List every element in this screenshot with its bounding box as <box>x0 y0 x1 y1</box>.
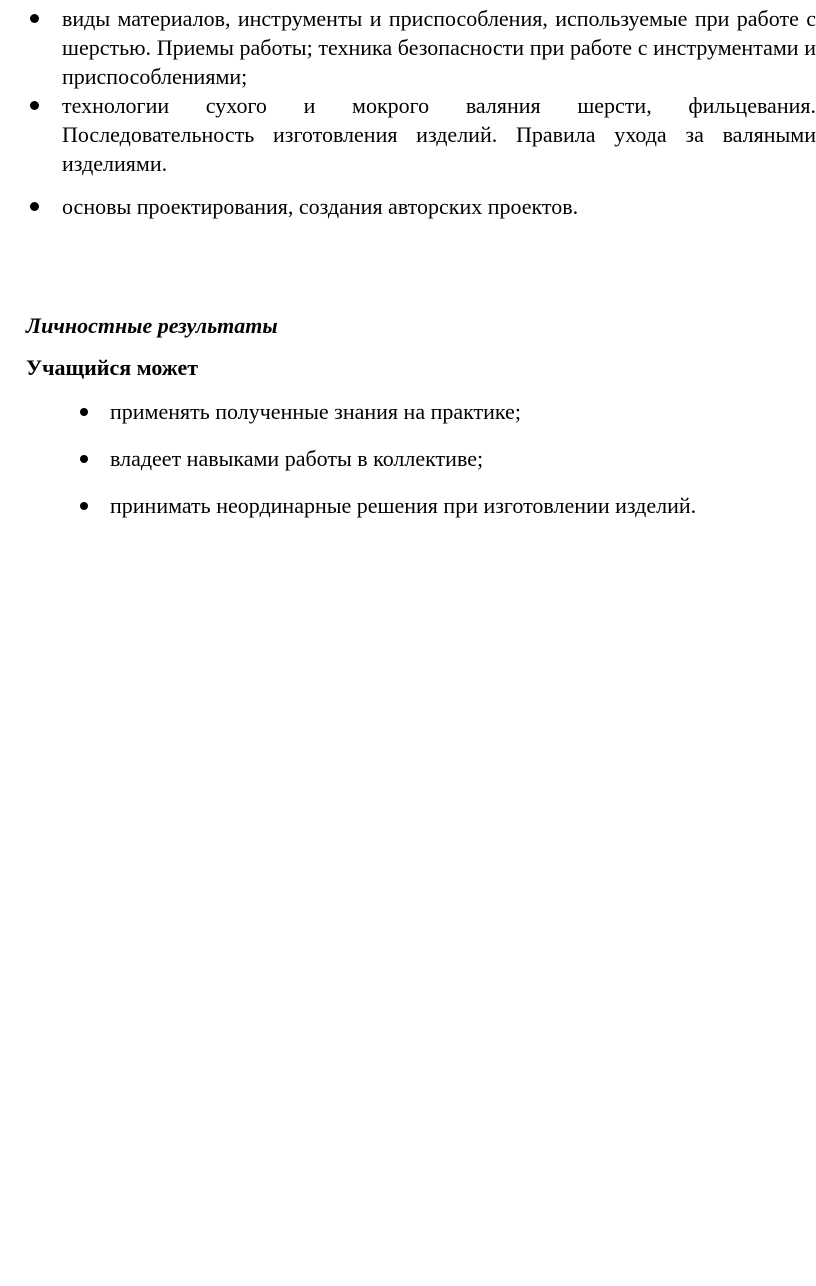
bullet-icon <box>30 202 39 211</box>
list-item-text: технологии сухого и мокрого валяния шерсти, фильцевания. Последовательность изготовления изделий. Правила ухода за валяными изделиями. <box>62 93 816 176</box>
list-item-text: владеет навыками работы в коллективе; <box>110 446 484 471</box>
bullet-icon <box>80 502 88 510</box>
list-item <box>30 192 816 221</box>
list-item-text: основы проектирования, создания авторских проектов. <box>62 194 579 219</box>
section-title: Личностные результаты <box>26 313 278 338</box>
list-item <box>80 397 696 426</box>
list-item-text: принимать неординарные решения при изготовлении изделий. <box>110 493 697 518</box>
bullet-icon <box>30 101 39 110</box>
list-item <box>30 4 816 91</box>
list-item <box>80 444 696 473</box>
bullet-icon <box>30 14 39 23</box>
list-item-text: виды материалов, инструменты и приспособления, используемые при работе с шерстью. Приемы работы; техника безопасности при работе с инструментами и приспособлениями; <box>62 6 816 89</box>
list-item <box>80 491 696 520</box>
bullet-icon <box>80 455 88 463</box>
list-item <box>30 91 816 178</box>
knowledge-list <box>30 4 816 221</box>
personal-results-list <box>80 397 696 538</box>
subheading: Учащийся может <box>26 355 199 380</box>
bullet-icon <box>80 408 88 416</box>
list-item-text: применять полученные знания на практике; <box>110 399 521 424</box>
